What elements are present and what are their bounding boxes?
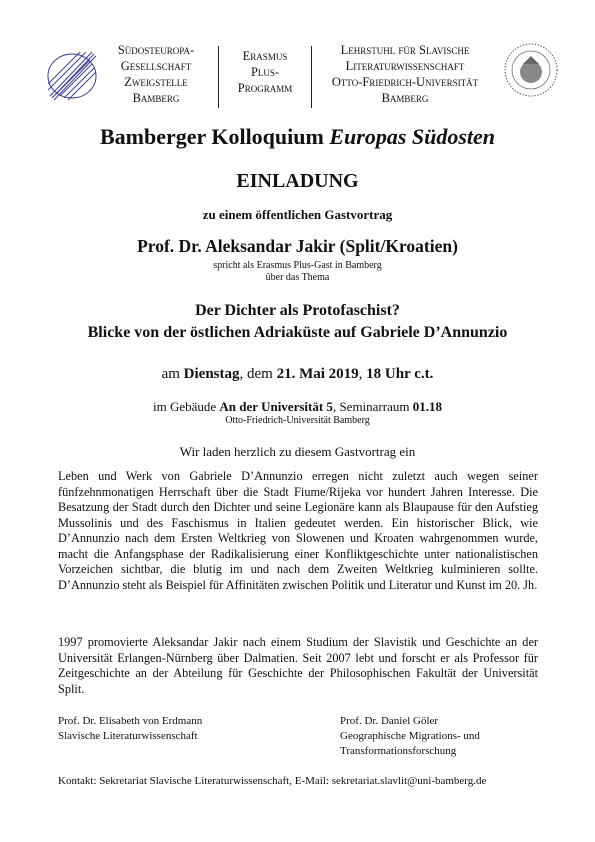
signature-block: Prof. Dr. Elisabeth von Erdmann Slavische Literaturwissenschaft	[58, 715, 203, 742]
speaker-name: Prof. Dr. Aleksandar Jakir (Split/Kroatien)	[137, 236, 458, 256]
speaker-note: spricht als Erasmus Plus-Gast in Bamberg über das Thema	[213, 260, 382, 283]
header-sog-text: Südosteuropa- Gesellschaft Zweigstelle Bamberg	[117, 43, 195, 105]
invitation-line: Wir laden herzlich zu diesem Gastvortrag ein	[179, 444, 416, 459]
sog-logo	[42, 44, 100, 104]
header-divider	[218, 46, 219, 108]
header-erasmus-text: Erasmus Plus- Programm	[237, 49, 293, 95]
invitation-heading: EINLADUNG	[236, 170, 359, 192]
event-location-university: Otto-Friedrich-Universität Bamberg	[225, 415, 370, 426]
header-divider	[311, 46, 312, 108]
lecture-topic: Der Dichter als Protofaschist? Blicke von der östlichen Adriaküste auf Gabriele D’Annunzio	[87, 302, 508, 341]
signature-block: Prof. Dr. Daniel Göler Geographische Migrations- und Transformationsforschung	[340, 715, 480, 757]
event-location: im Gebäude An der Universität 5, Seminarraum 01.18	[153, 399, 442, 414]
description-paragraph: Leben und Werk von Gabriele D’Annunzio erregen nicht zuletzt auch wegen seiner fünfzehnmonatigen Herrschaft über die Stadt Fiume/Rijeka vor hundert Jahren Interesse. Die Besatzung der Stadt durch den Dichter und seine Legionäre kann als Blaupause für den Aufstieg Mussolinis und des Faschismus in Italien gedeutet werden. Ein historischer Blick, wie D’Annunzio nach dem Ersten Weltkrieg von Slowenen und Kroaten wahrgenommen wurde, macht die Anfangsphase der Radikalisierung einer Konfliktgeschichte unter nationalistischen Vorzeichen sichtbar, die blutig im und nach dem Zweiten Weltkrieg kulminieren sollte. D’Annunzio steht als Beispiel für Affinitäten zwischen Politik und Literatur und Kunst im 20. Jh.	[58, 469, 538, 592]
university-seal-logo	[503, 42, 559, 98]
subtitle: zu einem öffentlichen Gastvortrag	[202, 207, 393, 222]
header-chair-text: Lehrstuhl für Slavische Literaturwissenschaft Otto-Friedrich-Universität Bamberg	[331, 43, 479, 105]
page-title: Bamberger Kolloquium Europas Südosten	[99, 124, 496, 149]
bio-paragraph: 1997 promovierte Aleksandar Jakir nach einem Studium der Slavistik und Geschichte an der Universität Erlangen-Nürnberg über Dalmatien. Seit 2007 lebt und forscht er als Professor für Zeitgeschichte an der Abteilung für Geschichte der Philosophischen Fakultät der Universität Split.	[58, 635, 538, 696]
event-date: am Dienstag, dem 21. Mai 2019, 18 Uhr c.t.	[161, 366, 434, 382]
contact-line: Kontakt: Sekretariat Slavische Literaturwissenschaft, E-Mail: sekretariat.slavlit@uni-bamberg.de	[58, 775, 487, 787]
